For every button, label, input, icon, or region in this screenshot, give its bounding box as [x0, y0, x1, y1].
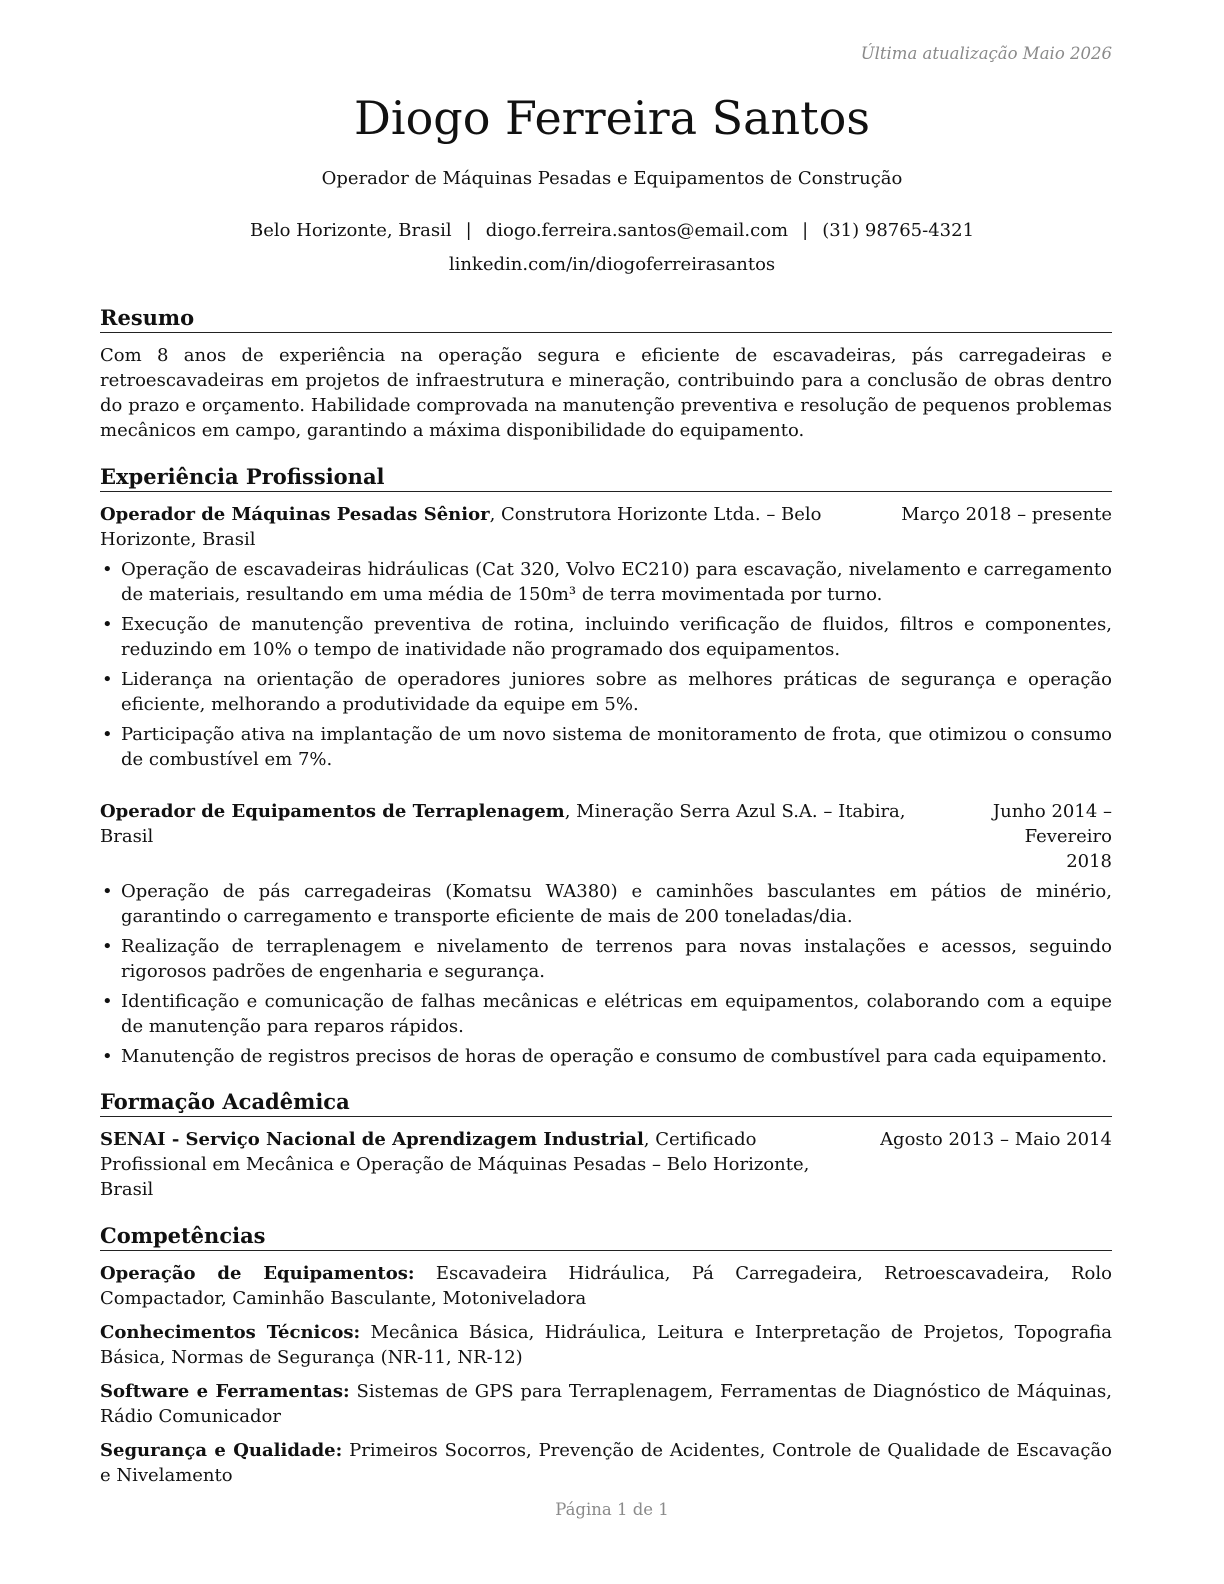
separator: |: [802, 220, 809, 241]
education-detail: , Certificado Profissional em Mecânica e Operação de Máquinas Pesadas – Belo Horizonte, Brasil: [100, 1129, 810, 1200]
job-role: Operador de Equipamentos de Terraplenagem: [100, 801, 565, 822]
list-item: • Execução de manutenção preventiva de rotina, incluindo verificação de fluidos, filtros e componentes, reduzindo em 10% o tempo de inatividade não programado dos equipamentos.: [100, 612, 1112, 662]
experience-entry: [100, 502, 1112, 772]
section-title-experience: Experiência Profissional: [100, 463, 1112, 492]
education-entry: [100, 1127, 1112, 1202]
phone: (31) 98765-4321: [822, 220, 975, 241]
entry-title: [100, 799, 982, 849]
separator: |: [465, 220, 472, 241]
list-item: • Operação de escavadeiras hidráulicas (Cat 320, Volvo EC210) para escavação, nivelamento e carregamento de materiais, resultando em uma média de 150m³ de terra movimentada por turno.: [100, 557, 1112, 607]
job-role: Operador de Máquinas Pesadas Sênior: [100, 504, 490, 525]
education-title: [100, 1127, 880, 1202]
section-title-skills: Competências: [100, 1222, 1112, 1251]
list-item: • Participação ativa na implantação de um novo sistema de monitoramento de frota, que otimizou o consumo de combustível em 7%.: [100, 722, 1112, 772]
job-org: , Mineração Serra Azul S.A. – Itabira, Brasil: [100, 801, 906, 847]
list-item: • Manutenção de registros precisos de horas de operação e consumo de combustível para cada equipamento.: [100, 1044, 1112, 1069]
job-org: , Construtora Horizonte Ltda. – Belo Horizonte, Brasil: [100, 504, 822, 550]
job-dates: Junho 2014 – Fevereiro 2018: [992, 801, 1112, 872]
school-name: SENAI - Serviço Nacional de Aprendizagem Industrial: [100, 1129, 644, 1150]
list-item: • Identificação e comunicação de falhas mecânicas e elétricas em equipamentos, colaborando com a equipe de manutenção para reparos rápidos.: [100, 989, 1112, 1039]
linkedin-link[interactable]: linkedin.com/in/diogoferreirasantos: [448, 254, 776, 275]
resume-body: [100, 304, 1112, 1497]
entry-header: [100, 502, 1112, 552]
skill-value: Primeiros Socorros, Prevenção de Acidentes, Controle de Qualidade de Escavação e Nivelamento: [100, 1440, 1112, 1486]
list-item: • Liderança na orientação de operadores juniores sobre as melhores práticas de segurança e operação eficiente, melhorando a produtividade da equipe em 5%.: [100, 667, 1112, 717]
job-bullets: [100, 879, 1112, 1069]
entry-title: [100, 502, 901, 552]
skill-row: [100, 1320, 1112, 1370]
section-title-summary: Resumo: [100, 304, 1112, 333]
list-item: • Operação de pás carregadeiras (Komatsu WA380) e caminhões basculantes em pátios de minério, garantindo o carregamento e transporte eficiente de mais de 200 toneladas/dia.: [100, 879, 1112, 929]
email-link[interactable]: diogo.ferreira.santos@email.com: [485, 220, 789, 241]
section-title-education: Formação Acadêmica: [100, 1088, 1112, 1117]
skill-row: [100, 1379, 1112, 1429]
list-item: • Realização de terraplenagem e nivelamento de terrenos para novas instalações e acessos, seguindo rigorosos padrões de engenharia e segurança.: [100, 934, 1112, 984]
skill-value: Sistemas de GPS para Terraplenagem, Ferramentas de Diagnóstico de Máquinas, Rádio Comunicador: [100, 1381, 1112, 1427]
skill-row: [100, 1438, 1112, 1488]
skill-label: Operação de Equipamentos:: [100, 1263, 415, 1284]
candidate-name: Diogo Ferreira Santos: [354, 91, 870, 145]
skill-label: Software e Ferramentas:: [100, 1381, 350, 1402]
education-dates: Agosto 2013 – Maio 2014: [880, 1129, 1112, 1150]
skill-label: Conhecimentos Técnicos:: [100, 1322, 361, 1343]
job-dates: Março 2018 – presente: [901, 504, 1112, 525]
skill-row: [100, 1261, 1112, 1311]
experience-entry: [100, 799, 1112, 1069]
skill-label: Segurança e Qualidade:: [100, 1440, 343, 1461]
last-updated: Última atualização Maio 2026: [860, 44, 1112, 63]
skill-value: Mecânica Básica, Hidráulica, Leitura e Interpretação de Projetos, Topografia Básica, Normas de Segurança (NR-11, NR-12): [100, 1322, 1112, 1368]
headline: Operador de Máquinas Pesadas e Equipamentos de Construção: [321, 168, 903, 189]
job-bullets: [100, 557, 1112, 772]
location: Belo Horizonte, Brasil: [249, 220, 452, 241]
skill-value: Escavadeira Hidráulica, Pá Carregadeira, Retroescavadeira, Rolo Compactador, Caminhão Basculante, Motoniveladora: [100, 1263, 1112, 1309]
contact-line: [0, 219, 1224, 243]
summary-text: Com 8 anos de experiência na operação segura e eficiente de escavadeiras, pás carregadeiras e retroescavadeiras em projetos de infraestrutura e mineração, contribuindo para a conclusão de obras dentro do prazo e orçamento. Habilidade comprovada na manutenção preventiva e resolução de pequenos problemas mecânicos em campo, garantindo a máxima disponibilidade do equipamento.: [100, 345, 1112, 441]
page-number: Página 1 de 1: [555, 1500, 669, 1519]
entry-header: [100, 799, 1112, 874]
